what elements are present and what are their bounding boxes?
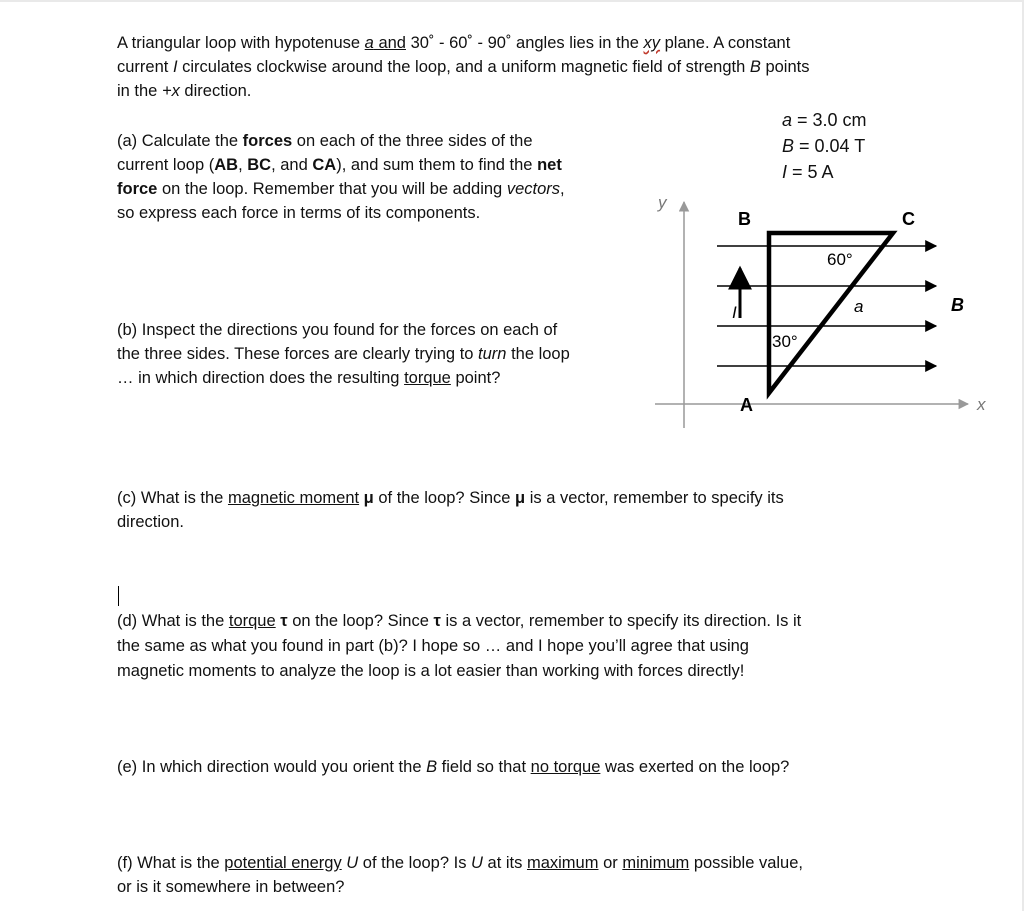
part-f-text: (f) What is the [117,854,225,872]
part-a-vectors: vectors [506,180,561,198]
part-c-text: direction. [117,513,184,531]
part-c-text: is a vector, remember to specify its [525,489,784,507]
page-top-edge [0,0,1024,2]
part-e-B: B [426,758,438,776]
part-f-text: possible value, [689,854,803,872]
part-e-text: (e) In which direction would you orient the [117,758,427,776]
part-e-text: was exerted on the loop? [600,758,790,776]
intro-and: and [373,34,406,52]
part-d-torque: torque [228,612,276,630]
part-a-line-2 [117,153,562,177]
part-c-magnetic-moment: magnetic moment [227,489,360,507]
part-d-text: on the loop? Since [287,612,434,630]
part-a-force: force [117,180,158,198]
side-ab: AB [214,156,239,174]
intro-line-2 [117,55,809,79]
part-a-text: so express each force in terms of its components. [117,204,481,222]
part-d-text: (d) What is the [117,612,229,630]
field-B-label: B [951,295,964,315]
part-f-minimum: minimum [622,854,690,872]
part-a-text: (a) Calculate the [117,132,243,150]
angle-60-label: 60° [827,250,853,269]
part-b-text: the three sides. These forces are clearly trying to [117,345,479,363]
part-d-text: is a vector, remember to specify its direction. Is it [440,612,802,630]
given-I-symbol: I [782,162,788,182]
part-c-text: (c) What is the [117,489,228,507]
part-c-text: of the loop? Since [373,489,516,507]
part-a-line-1 [117,129,533,153]
intro-xy: xy [643,34,661,52]
tau-symbol: τ [275,612,288,630]
part-e-line-1 [117,755,789,779]
intro-text: circulates clockwise around the loop, and a uniform magnetic field of strength [177,58,750,76]
tau-symbol: τ [433,612,441,630]
part-f-line-2 [117,875,344,899]
intro-hypotenuse-symbol: a [364,34,374,52]
given-B-symbol: B [782,136,795,156]
part-a-text: , and [271,156,313,174]
part-a-text: current loop ( [117,156,215,174]
intro-text: current [117,58,173,76]
mu-symbol: μ [359,489,374,507]
mu-symbol: μ [515,489,526,507]
part-f-U: U [341,854,359,872]
part-c-line-1 [117,486,784,510]
part-a-text: ), and sum them to find the [336,156,538,174]
hypotenuse-label: a [854,297,864,316]
part-a-line-4 [117,201,480,225]
part-d-line-3 [117,659,744,683]
part-f-line-1 [117,851,803,875]
side-bc: BC [247,156,272,174]
part-f-maximum: maximum [526,854,599,872]
intro-text: direction. [179,82,252,100]
part-b-text: point? [450,369,501,387]
part-c-line-2 [117,510,184,534]
angle-30-label: 30° [772,332,798,351]
intro-line-3 [117,79,251,103]
given-a [782,108,867,132]
x-axis-label: x [977,395,986,414]
part-f-U: U [471,854,483,872]
text-cursor [118,586,119,606]
intro-line-1 [117,31,790,55]
part-b-line-2 [117,342,570,366]
part-a-line-3 [117,177,565,201]
side-ca: CA [312,156,337,174]
part-b-line-3 [117,366,500,390]
vertex-A-label: A [740,395,753,415]
intro-x-direction: +x [161,82,180,100]
part-b-torque: torque [404,369,451,387]
part-e-no-torque: no torque [530,758,601,776]
vertex-C-label: C [902,209,915,229]
part-d-text: the same as what you found in part (b)? I hope so … and I hope you’ll agree that using [117,637,749,655]
given-a-symbol: a [782,110,793,130]
part-f-text: or is it somewhere in between? [117,878,345,896]
intro-field-symbol: B [749,58,761,76]
part-b-text: the loop [506,345,570,363]
part-f-text: at its [482,854,527,872]
intro-text: in the [117,82,162,100]
part-e-text: field so that [437,758,531,776]
part-d-line-1 [117,609,801,633]
part-a-forces: forces [242,132,293,150]
intro-text: points [760,58,810,76]
part-d-line-2 [117,634,749,658]
intro-text: plane. A constant [660,34,791,52]
part-b-line-1 [117,318,557,342]
given-a-value: = 3.0 cm [792,110,867,130]
part-a-net: net [537,156,562,174]
given-I-value: = 5 A [787,162,834,182]
part-b-text: … in which direction does the resulting [117,369,405,387]
given-B [782,134,865,158]
part-f-potential-energy: potential energy [224,854,342,872]
given-I [782,160,834,184]
part-b-text: (b) Inspect the directions you found for the forces on each of [117,321,558,339]
part-f-text: of the loop? Is [358,854,472,872]
part-a-text: on the loop. Remember that you will be adding [157,180,507,198]
intro-text: A triangular loop with hypotenuse [117,34,365,52]
y-axis-label: y [658,193,667,212]
part-d-text: magnetic moments to analyze the loop is a lot easier than working with forces directly! [117,662,745,680]
part-b-turn: turn [478,345,507,363]
part-a-text: , [238,156,248,174]
current-label: I [732,303,737,322]
part-a-text: , [560,180,565,198]
part-a-text: on each of the three sides of the [292,132,533,150]
intro-text: 30˚ - 60˚ - 90˚ angles lies in the [405,34,644,52]
given-B-value: = 0.04 T [794,136,866,156]
vertex-B-label: B [738,209,751,229]
intro-current-symbol: I [172,58,178,76]
triangular-loop [769,233,893,393]
part-f-text: or [598,854,623,872]
